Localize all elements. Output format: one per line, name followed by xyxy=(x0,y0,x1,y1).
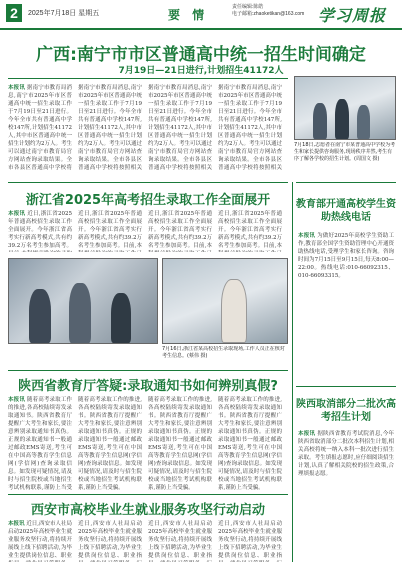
zhejiang-body-col-3 xyxy=(148,210,212,252)
byline: 本报讯 xyxy=(298,233,316,239)
sidebar-item-2-headline: 陕西取消部分二批次高考招生计划 xyxy=(296,399,396,423)
xian-body-col-2 xyxy=(78,520,142,562)
zhejiang-body-text: 近日,浙江省2025年普通高校招生录取工作全面展开。今年浙江省高考实行新高考模式,共有约39.2万名考生参加高考。 xyxy=(8,211,72,249)
sidebar-item-2-text: 据陕西省教育考试院消息,今年陕西省取消部分二批次本科招生计划,相关高校将统一纳入本科一批次进行招生录取。考生填报志愿时,应仔细阅读招生计划,认真了解相关院校的招生政策,合理填报志愿。 xyxy=(298,431,394,477)
divider xyxy=(8,182,288,183)
xian-headline: 西安市高校毕业生就业服务攻坚行动启动 xyxy=(30,503,265,518)
zhejiang-headline: 浙江省2025年高考招生录取工作全面展开 xyxy=(25,193,271,208)
divider xyxy=(8,494,288,495)
zhejiang-photo-caption: 7月16日,浙江省某高校招生录取现场,工作人员正在核对考生信息。(蔡伟 摄) xyxy=(162,346,285,359)
divider xyxy=(8,370,288,371)
xian-body-col-3 xyxy=(148,520,212,562)
sidebar-item-2 xyxy=(296,386,396,387)
xian-body-text: 近日,西安市人社局启动2025年高校毕业生就业服务攻坚行动,将持续开展线上线下招聘活动,为毕业生提供岗位信息、职业指 xyxy=(218,521,282,559)
zhejiang-photo-right xyxy=(162,258,288,344)
editor-info xyxy=(232,4,304,18)
zhejiang-body-col-1 xyxy=(8,210,72,252)
shaanxi-body-col-3 xyxy=(148,396,212,490)
lead-photo-caption: 7月18日,志愿者在南宁市某普通高中学校为考生和家长提供咨询服务,现场秩序井然,考生有序了解各学校的招生计划。(周国文 摄) xyxy=(294,142,396,162)
lead-subheadline: 7月19日—21日进行,计划招生41172人 xyxy=(118,66,284,76)
shaanxi-body-col-4 xyxy=(218,396,282,490)
sidebar-item-1 xyxy=(296,182,396,183)
newspaper-logo: 学习周报 xyxy=(318,6,387,25)
section-title: 要 情 xyxy=(168,8,209,22)
lead-body-col-4 xyxy=(218,84,282,170)
divider xyxy=(8,78,288,79)
lead-body-text: 据南宁市教育局消息,南宁市2025年市区普通高中统一招生录取工作于7月19日至21日进行。今年全市共有普通高中学校147所,计划招生41172人,其中市区普通高中统一招生计划约为2万人。考生可以通过南宁市教育局官方网站查询录取结果。全市各县区普通高中学校将按照相关 xyxy=(148,85,212,170)
zhejiang-body-text: 近日,浙江省2025年普通高校招生录取工作全面展开。今年浙江省高考实行新高考模式,共有约39.2万名考生参加高考。目前,本 xyxy=(218,211,282,249)
sidebar-item-1-text: 为做好2025年高校学生资助工作,教育部全国学生资助管理中心开通资助热线电话,受理学生和家长咨询。咨询时间为7月15日至9月15日,每天8:00—22:00。热线电话:010-66092315、010-66093315。 xyxy=(298,233,394,279)
sidebar-divider xyxy=(292,182,293,562)
issue-date: 2025年7月18日 星期五 xyxy=(28,10,100,17)
lead-photo xyxy=(294,76,396,140)
byline: 本报讯 xyxy=(8,85,25,91)
xian-body-col-4 xyxy=(218,520,282,562)
zhejiang-body-text: 近日,浙江省2025年普通高校招生录取工作全面展开。今年浙江省高考实行新高考模式,共有约39.2万名考生参加高考。目前,本 xyxy=(148,211,212,249)
zhejiang-body-text: 近日,浙江省2025年普通高校招生录取工作全面展开。今年浙江省高考实行新高考模式,共有约39.2万名考生参加高考。目前,本 xyxy=(78,211,142,249)
lead-headline: 广西:南宁市市区普通高中统一招生时间确定 xyxy=(36,45,366,65)
editor-email: 电子邮箱:zhaoketikan@163.com xyxy=(232,11,305,17)
shaanxi-body-col-1 xyxy=(8,396,72,490)
page-number: 2 xyxy=(6,4,22,22)
sidebar-item-1-body xyxy=(298,232,394,382)
zhejiang-body-col-2 xyxy=(78,210,142,252)
lead-body-text: 据南宁市教育局消息,南宁市2025年市区普通高中统一招生录取工作于7月19日至21日进行。今年全市共有普通高中学校147所,计划招生41172人,其中市区普通高中统一招生计划约为2万人。考生可以通过南宁市教育局官方网站查询录取结果。全市各县区普通高中学校将按照相关 xyxy=(218,85,282,170)
xian-body-col-1 xyxy=(8,520,72,562)
shaanxi-body-text: 随着高考录取工作的推进,各高校陆续寄发录取通知书。陕西省教育厅提醒广大考生和家长,要注意辨别录取通知书真伪。正规的录取通知书一般通过邮政EMS寄送,考生可在中国高等教育学生信息网(学信网)查询录取信息。如发现可疑情况,请及时与招生院校或当地招生考试机构联系,谨防上当受骗。 xyxy=(78,397,142,490)
shaanxi-body-text: 随着高考录取工作的推进,各高校陆续寄发录取通知书。陕西省教育厅提醒广大考生和家长,要注意辨别录取通知书真伪。正规的录取通知书一般通过邮政EMS寄送,考生可在中国高等教育学生信息网(学信网)查询录取信息。如发现可疑情况,请及时与招生院校或当地招生考试机构联系,谨防上当受骗。 xyxy=(148,397,212,490)
byline: 本报讯 xyxy=(8,211,26,217)
lead-body-text: 据南宁市教育局消息,南宁市2025年市区普通高中统一招生录取工作于7月19日至21日进行。今年全市共有普通高中学校147所,计划招生41172人,其中市区普通高中统一招生计划约为2万人。考生可以通过南宁市教育局官方网站查询录取结果。全市各县区普通高中学校将 xyxy=(8,85,72,170)
shaanxi-body-col-2 xyxy=(78,396,142,490)
xian-body-text: 近日,西安市人社局启动2025年高校毕业生就业服务攻坚行动,将持续开展线上线下招聘活动,为毕业生提供岗位信息、职业指 xyxy=(148,521,212,559)
byline: 本报讯 xyxy=(298,431,316,437)
sidebar-item-2-body xyxy=(298,430,394,562)
lead-body-col-3 xyxy=(148,84,212,170)
sidebar-item-1-headline: 教育部开通高校学生资助热线电话 xyxy=(296,199,396,223)
xian-body-text: 近日,西安市人社局启动2025年高校毕业生就业服务攻坚行动,将持续开展线上线下招聘活动,为毕业生提供岗位信息、职业 xyxy=(8,521,72,559)
lead-body-col-2 xyxy=(78,84,142,170)
xian-body-text: 近日,西安市人社局启动2025年高校毕业生就业服务攻坚行动,将持续开展线上线下招聘活动,为毕业生提供岗位信息、职业指 xyxy=(78,521,142,559)
shaanxi-body-text: 随着高考录取工作的推进,各高校陆续寄发录取通知书。陕西省教育厅提醒广大考生和家长,要注意辨别录取通知书真伪。正规的录取通知书一般通过邮政EMS寄送,考生可在中国高等教育学生信息网(学信网)查询录取信息。如发现可疑情况,请及时与招生院校或当地招生考试机构联系,谨防上当受骗。 xyxy=(218,397,282,490)
shaanxi-body-text: 随着高考录取工作的推进,各高校陆续寄发录取通知书。陕西省教育厅提醒广大考生和家长,要注意辨别录取通知书真伪。正规的录取通知书一般通过邮政EMS寄送,考生可在中国高等教育学生信息网(学信网)查询录取信息。如发现可疑情况,请及时与招生院校或当地招生考试机构联系,谨防上当受 xyxy=(8,397,72,490)
zhejiang-photo-left xyxy=(8,258,158,344)
lead-body-text: 据南宁市教育局消息,南宁市2025年市区普通高中统一招生录取工作于7月19日至21日进行。今年全市共有普通高中学校147所,计划招生41172人,其中市区普通高中统一招生计划约为2万人。考生可以通过南宁市教育局官方网站查询录取结果。全市各县区普通高中学校将按照相关 xyxy=(78,85,142,170)
shaanxi-headline: 陕西省教育厅答疑:录取通知书如何辨别真假? xyxy=(18,379,278,394)
lead-body-col-1 xyxy=(8,84,72,170)
zhejiang-body-col-4 xyxy=(218,210,282,252)
byline: 本报讯 xyxy=(8,397,25,403)
byline: 本报讯 xyxy=(8,521,25,527)
editor-name: 责任编辑:陈皓 xyxy=(232,4,264,10)
